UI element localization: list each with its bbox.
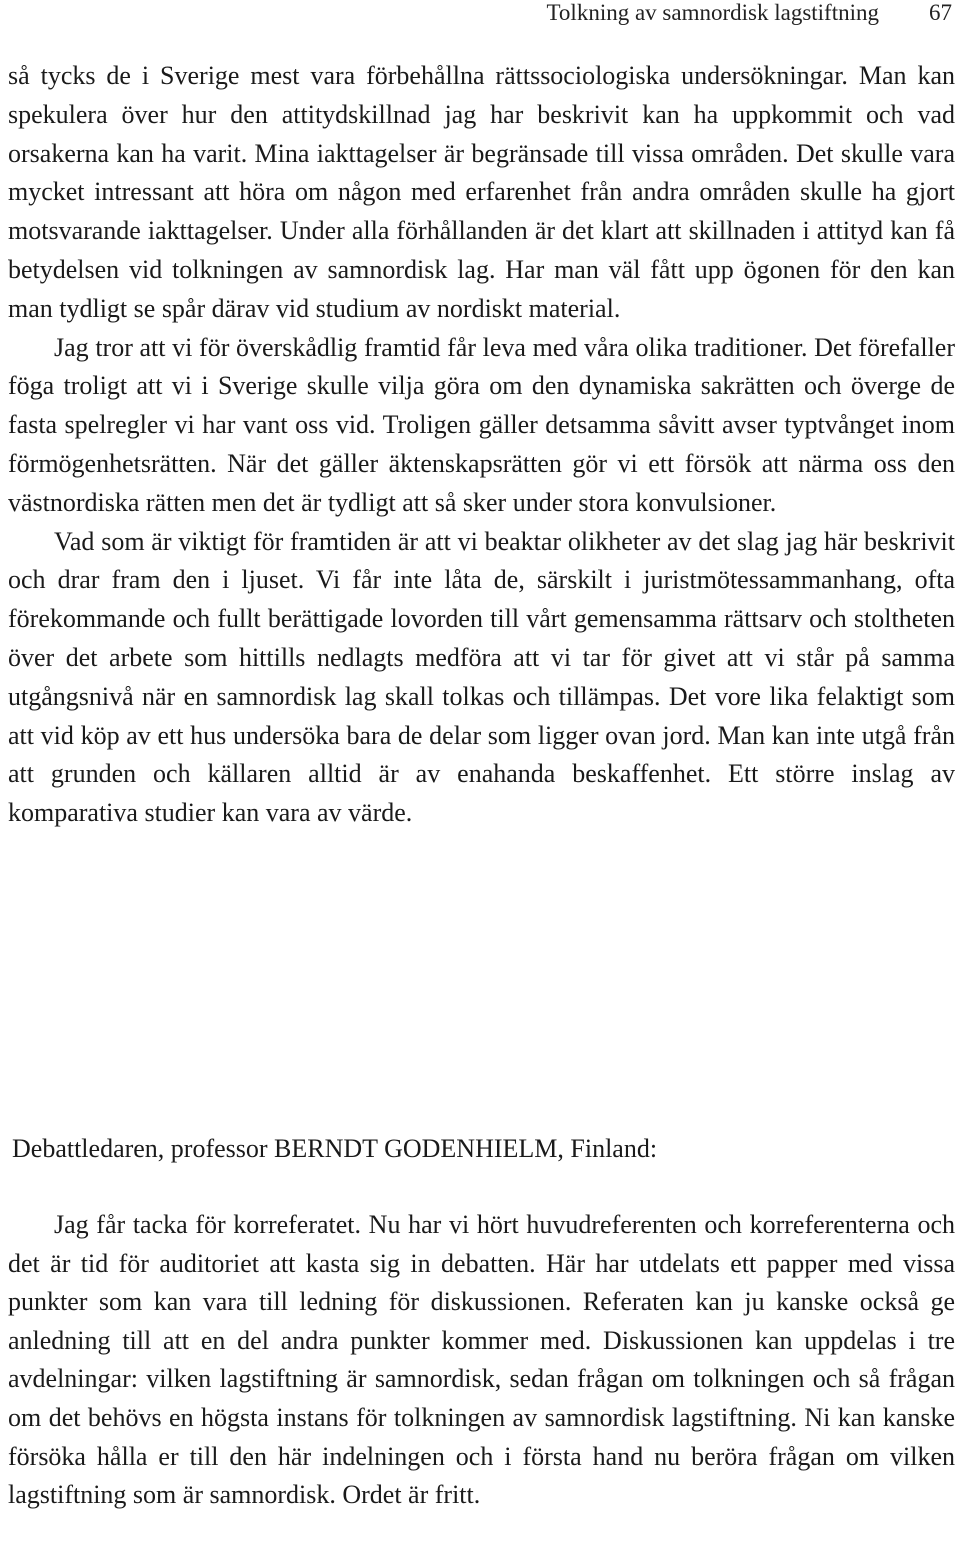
page-number: 67 bbox=[929, 0, 952, 25]
running-head-title: Tolkning av samnordisk lagstiftning bbox=[546, 0, 879, 25]
speaker-heading: Debattledaren, professor BERNDT GODENHIELM, Finland: bbox=[12, 1134, 658, 1163]
paragraph: så tycks de i Sverige mest vara förbehållna rättssociologiska undersökningar. Man kan spekulera över hur den attitydskillnad jag har beskrivit kan ha uppkommit och vad orsakerna kan ha varit. Mina iakttagelser är begränsade till vissa områden. Det skulle vara mycket intressant att höra om någon med erfarenhet från andra områden skulle ha gjort motsvarande iakttagelser. Under alla förhållanden är det klart att skillnaden i attityd kan få betydelsen vid tolkningen av samnordisk lag. Har man väl fått upp ögonen för den kan man tydligt se spår därav vid studium av nordiskt material. bbox=[8, 61, 955, 323]
speech-text-block bbox=[8, 1206, 955, 1515]
paragraph: Jag tror att vi för överskådlig framtid får leva med våra olika traditioner. Det förefaller föga troligt att vi i Sverige skulle vilja göra om den dynamiska sakrätten och överge de fasta spelregler vi har vant oss vid. Troligen gäller detsamma såvitt avser typtvånget inom förmögenhetsrätten. När det gäller äktenskapsrätten gör vi ett försök att närma oss den västnordiska rätten men det är tydligt att så sker under stora konvulsioner. bbox=[8, 332, 955, 517]
running-head bbox=[546, 0, 952, 26]
main-text-block bbox=[8, 57, 955, 833]
paragraph: Jag får tacka för korreferatet. Nu har vi hört huvudreferenten och korreferenterna och det är tid för auditoriet att kasta sig in debatten. Här har utdelats ett papper med vissa punkter som kan vara till ledning för diskussionen. Referaten kan ju kanske också ge anledning till att en del andra punkter kommer med. Diskussionen kan uppdelas i tre avdelningar: vilken lagstiftning är samnordisk, sedan frågan om tolkningen och så frågan om det behövs en högsta instans för tolkningen av samnordisk lagstiftning. Ni kan kanske försöka hålla er till den här indelningen och i första hand nu beröra frågan om vilken lagstiftning som är samnordisk. Ordet är fritt. bbox=[8, 1210, 955, 1510]
paragraph: Vad som är viktigt för framtiden är att vi beaktar olikheter av det slag jag här beskrivit och drar fram den i ljuset. Vi får inte låta de, särskilt i juristmötessammanhang, ofta förekommande och fullt berättigade lovorden till vårt gemensamma rättsarv och stoltheten över det arbete som hittills nedlagts medföra att vi tar för givet att vi står på samma utgångsnivå när en samnordisk lag skall tolkas och tillämpas. Det vore lika felaktigt som att vid köp av ett hus undersöka bara de delar som ligger ovan jord. Man kan inte utgå från att grunden och källaren alltid är av enahanda beskaffenhet. Ett större inslag av komparativa studier kan vara av värde. bbox=[8, 526, 955, 828]
